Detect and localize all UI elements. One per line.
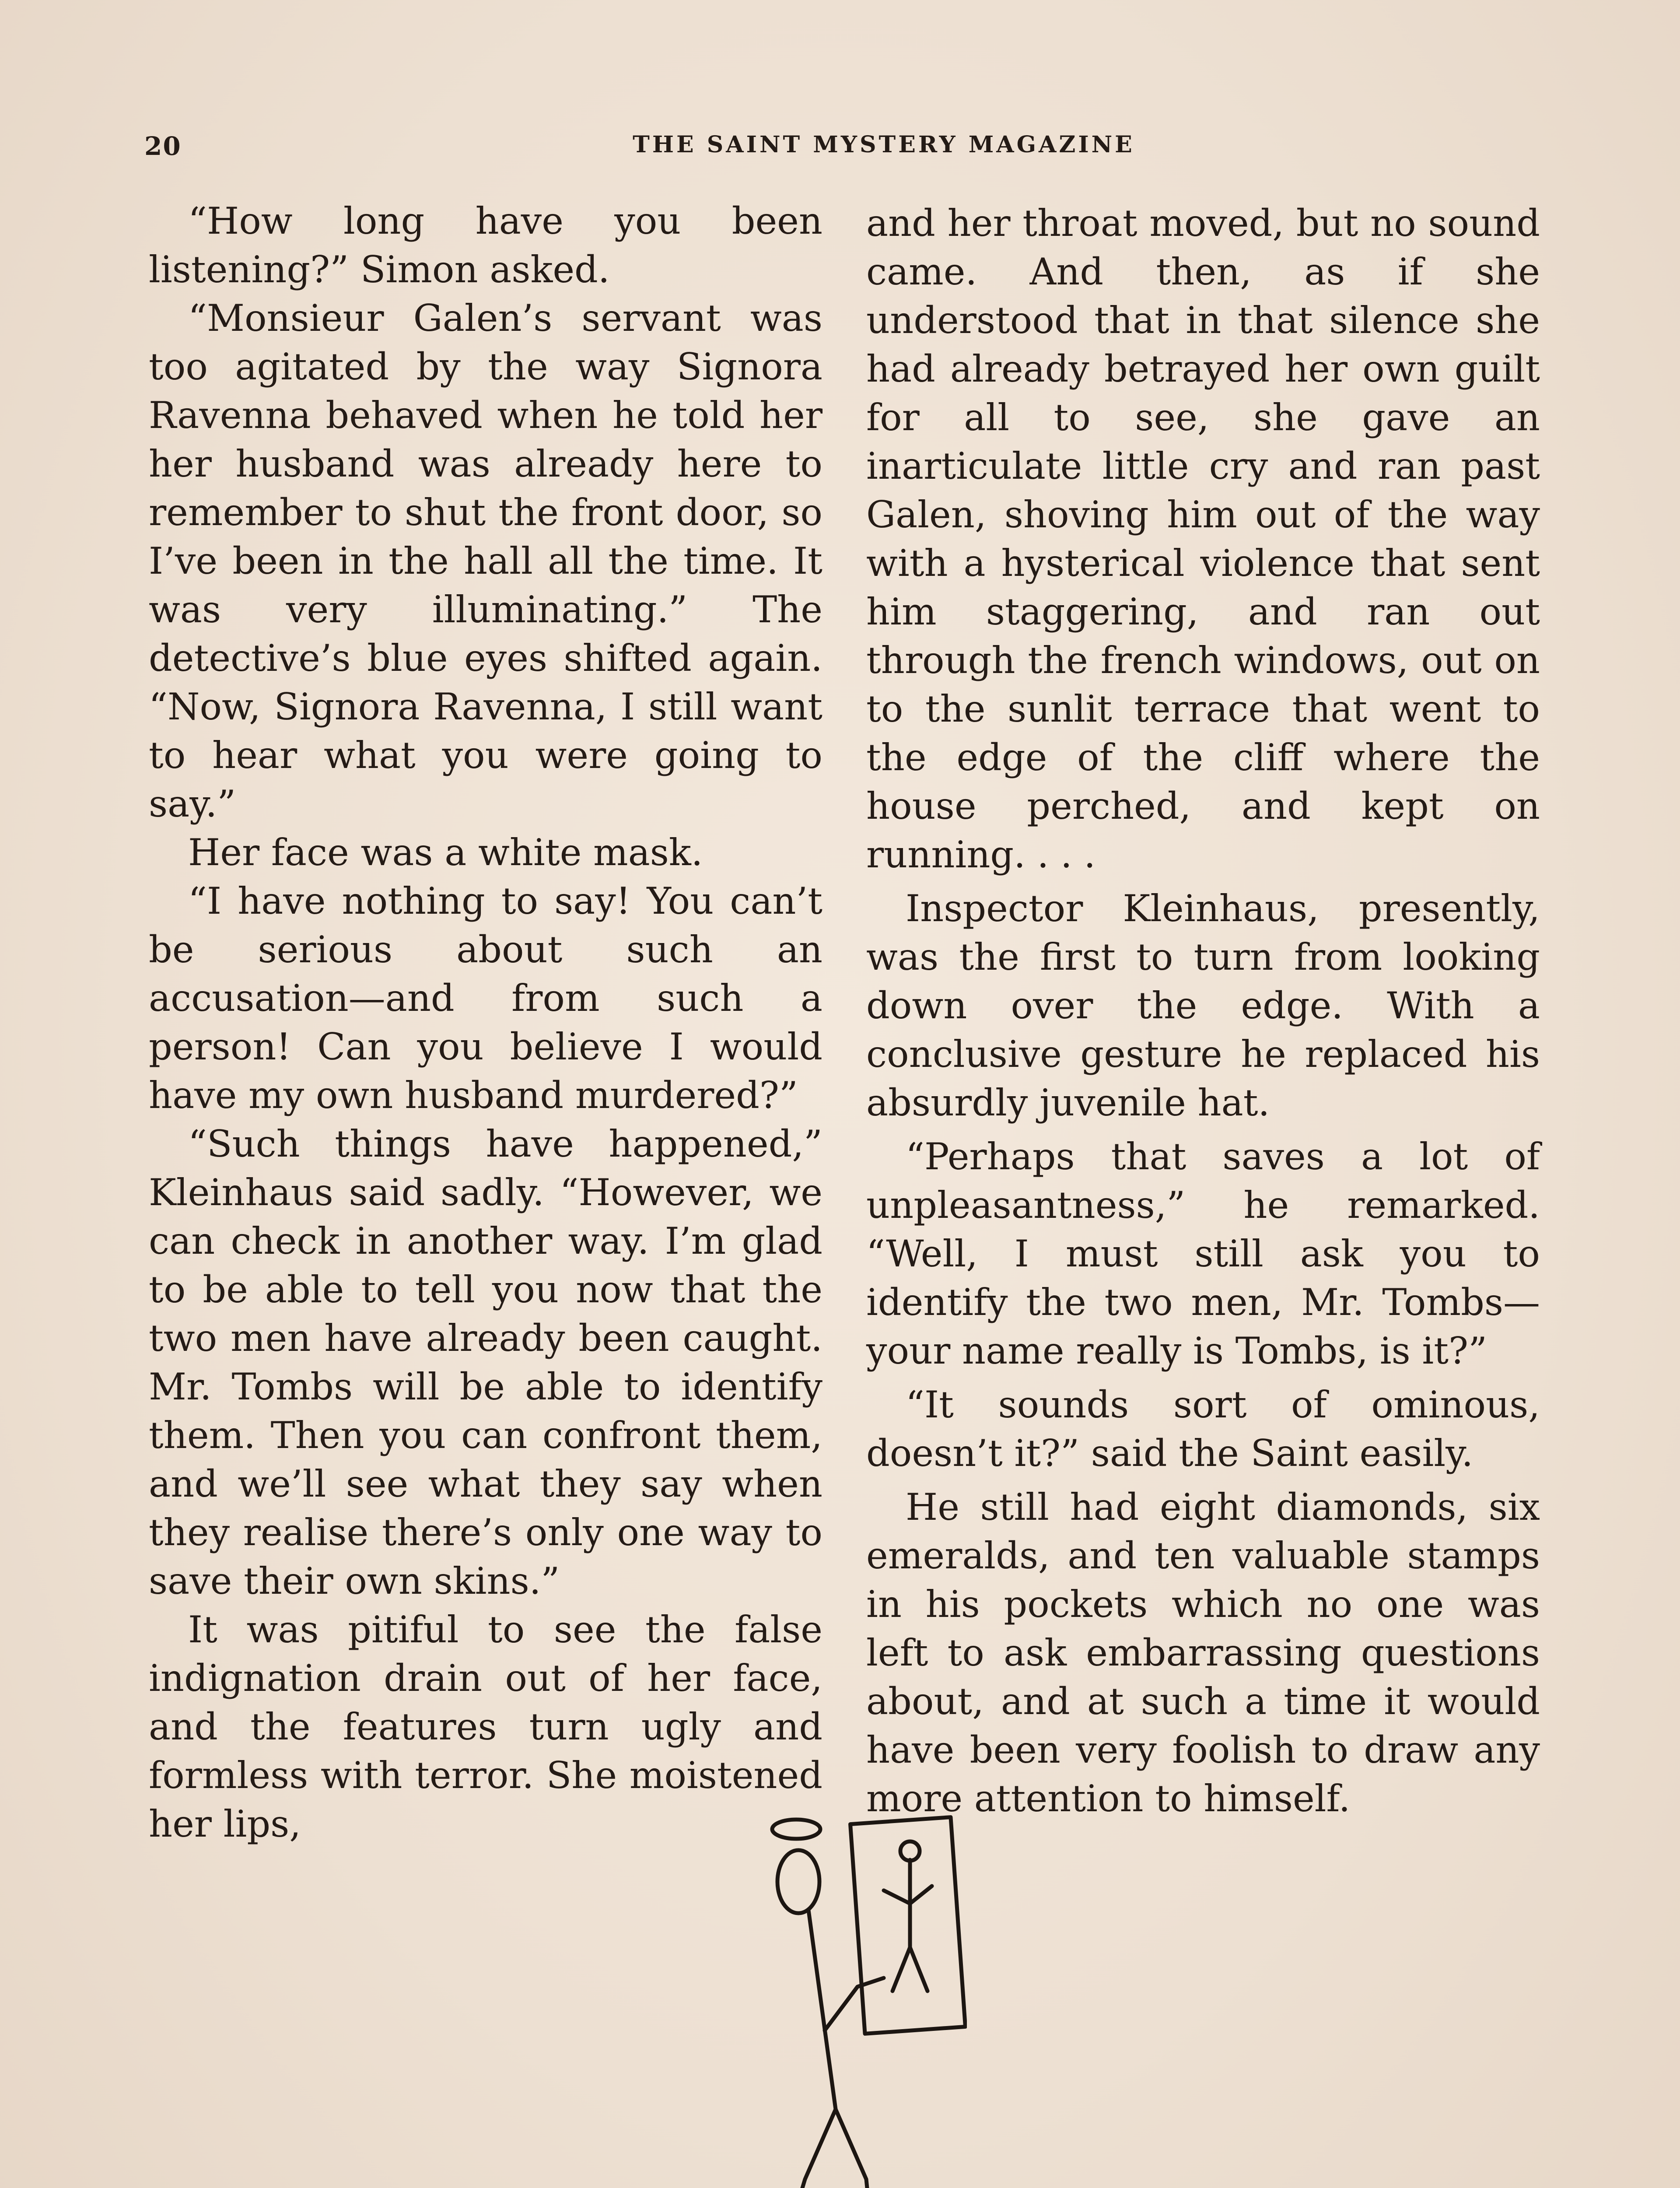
paragraph: “Such things have happened,” Kleinhaus said sadly. “However, we can check in another way. I’m glad to be able to tell you now that the two men have already been caught. Mr. Tombs will be able to identify them. Then you can confront them, and we’ll see what they say when they realise there’s only one way to save their own skins.” bbox=[149, 1122, 822, 1602]
paragraph: “Monsieur Galen’s servant was too agitated by the way Signora Ravenna behaved when he told her her husband was already here to remember to shut the front door, so I’ve been in the hall all the time. It was very illuminating.” The detective’s blue eyes shifted again. “Now, Signora Ravenna, I still want to hear what you were going to say.” bbox=[149, 297, 822, 825]
left-column bbox=[149, 197, 822, 1848]
paragraph: Inspector Kleinhaus, presently, was the first to turn from looking down over the edge. With a conclusive gesture he replaced his absurdly juvenile hat. bbox=[866, 887, 1540, 1124]
paragraph: “How long have you been listening?” Simon asked. bbox=[149, 200, 822, 291]
running-head: THE SAINT MYSTERY MAGAZINE bbox=[633, 131, 1135, 158]
paragraph: He still had eight diamonds, six emeralds, and ten valuable stamps in his pockets which no one was left to ask embarrassing questions about, and at such a time it would have been very foolish to draw any more attention to himself. bbox=[866, 1486, 1540, 1820]
paragraph: “I have nothing to say! You can’t be serious about such an accusation—and from such a person! Can you believe I would have my own husband murdered?” bbox=[149, 880, 822, 1117]
paragraph: and her throat moved, but no sound came. And then, as if she understood that in that silence she had already betrayed her own guilt for all to see, she gave an inarticulate little cry and ran past Galen, shoving him out of the way with a hysterical violence that sent him staggering, and ran out through the french windows, out on to the sunlit terrace that went to the edge of the cliff where the house perched, and kept on running. . . . bbox=[866, 202, 1540, 876]
paragraph: “Perhaps that saves a lot of unpleasantness,” he remarked. “Well, I must still ask you to identify the two men, Mr. Tombs—your name really is Tombs, is it?” bbox=[866, 1135, 1540, 1372]
paragraph: “It sounds sort of ominous, doesn’t it?” said the Saint easily. bbox=[866, 1383, 1540, 1475]
page-header bbox=[144, 131, 1544, 171]
right-column bbox=[866, 199, 1540, 1823]
paragraph: It was pitiful to see the false indignation drain out of her face, and the features turn ugly and formless with terror. She moistened her lips, bbox=[149, 1608, 822, 1845]
page-number: 20 bbox=[144, 131, 182, 161]
paragraph: Her face was a white mask. bbox=[188, 831, 703, 874]
saint-stick-figure-icon bbox=[739, 1803, 967, 2188]
